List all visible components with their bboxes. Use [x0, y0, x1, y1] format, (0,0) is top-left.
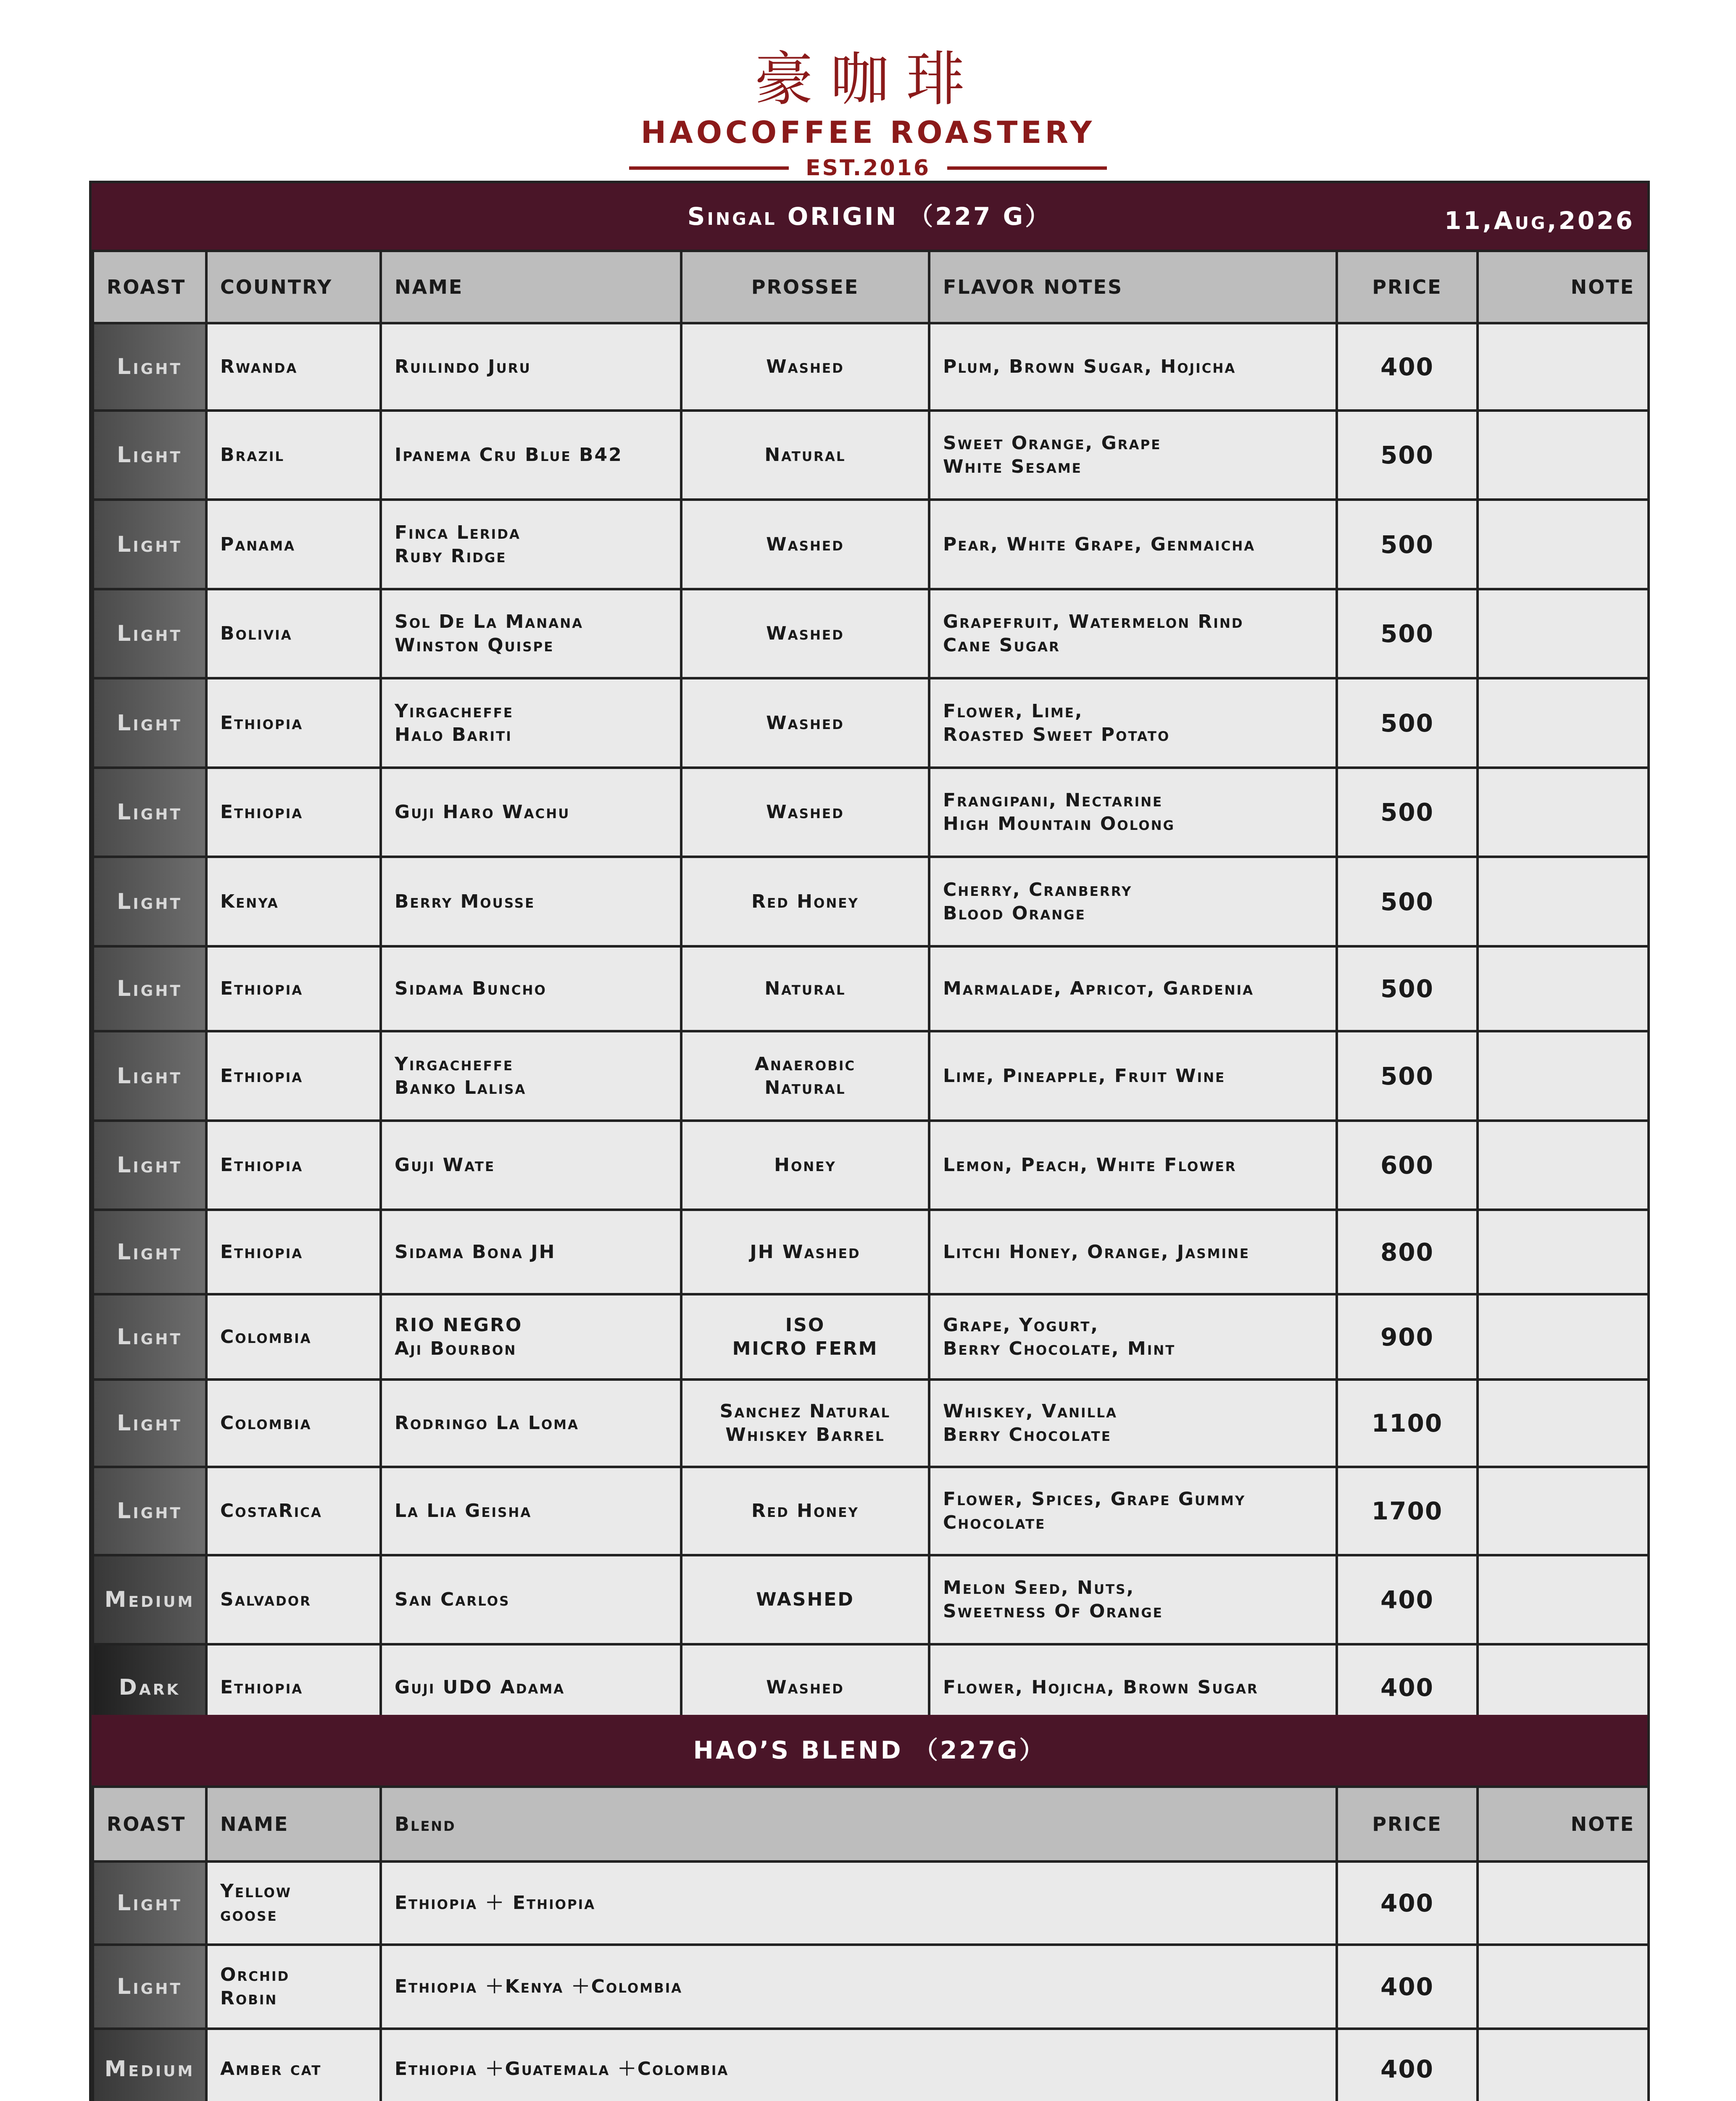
- flavor-notes-line: White Sesame: [943, 456, 1082, 477]
- process-line: Washed: [766, 533, 844, 555]
- table-header-row: [93, 251, 1649, 323]
- flavor-notes-line: Berry Chocolate, Mint: [943, 1337, 1176, 1359]
- coffee-name: [381, 1555, 681, 1644]
- process-line: ISO: [785, 1314, 825, 1336]
- flavor-notes: [929, 1380, 1337, 1467]
- brand-chinese-name: 豪咖琲: [754, 45, 982, 114]
- blend-name: [206, 1861, 381, 1945]
- brand-name: HAOCOFFEE ROASTERY: [640, 115, 1096, 150]
- note: [1478, 1861, 1649, 1945]
- price: 400: [1337, 1644, 1478, 1730]
- blend-title: HAO’S BLEND （227G）: [693, 1736, 1046, 1764]
- coffee-name-line: Berry Mousse: [395, 890, 535, 912]
- table-row: [93, 1861, 1649, 1945]
- roast-level: Light: [93, 1945, 206, 2029]
- roast-level: Light: [93, 1031, 206, 1121]
- price: 500: [1337, 589, 1478, 678]
- coffee-name: [381, 323, 681, 411]
- roast-level: Light: [93, 1210, 206, 1294]
- price: 500: [1337, 857, 1478, 946]
- process-line: Natural: [764, 978, 846, 999]
- blend-name-line: Amber cat: [220, 2058, 322, 2080]
- blend-components: Ethiopia ＋ Ethiopia: [381, 1861, 1337, 1945]
- roast-level: Light: [93, 589, 206, 678]
- flavor-notes-line: Cherry, Cranberry: [943, 879, 1133, 900]
- note: [1478, 500, 1649, 589]
- table-row: [93, 1380, 1649, 1467]
- divider: [947, 166, 1107, 170]
- coffee-name: [381, 500, 681, 589]
- note: [1478, 1031, 1649, 1121]
- flavor-notes-line: Flower, Hojicha, Brown Sugar: [943, 1676, 1259, 1698]
- coffee-name-line: Sidama Bona JH: [395, 1241, 556, 1263]
- table-row: [93, 323, 1649, 411]
- roast-level: Medium: [93, 2029, 206, 2101]
- price: 400: [1337, 323, 1478, 411]
- process: [681, 1210, 929, 1294]
- coffee-name: [381, 946, 681, 1031]
- table-row: [93, 411, 1649, 500]
- flavor-notes: [929, 323, 1337, 411]
- flavor-notes-line: Sweet Orange, Grape: [943, 432, 1162, 454]
- flavor-notes-line: High Mountain Oolong: [943, 813, 1175, 835]
- flavor-notes: [929, 411, 1337, 500]
- coffee-name: [381, 1467, 681, 1555]
- col-price: PRICE: [1337, 251, 1478, 323]
- coffee-name-line: Ruilindo Juru: [395, 356, 531, 377]
- process-line: MICRO FERM: [732, 1337, 878, 1359]
- process: [681, 1294, 929, 1380]
- coffee-name-line: Rodringo La Loma: [395, 1412, 580, 1434]
- flavor-notes: [929, 678, 1337, 768]
- coffee-name-line: Guji UDO Adama: [395, 1676, 565, 1698]
- single-origin-table: [92, 250, 1650, 1818]
- table-row: [93, 500, 1649, 589]
- flavor-notes-line: Sweetness Of Orange: [943, 1601, 1163, 1622]
- flavor-notes: [929, 589, 1337, 678]
- flavor-notes: [929, 500, 1337, 589]
- col-country: COUNTRY: [206, 251, 381, 323]
- coffee-name-line: Ipanema Cru Blue B42: [395, 444, 623, 466]
- menu-frame: [89, 181, 1650, 2101]
- country: CostaRica: [206, 1467, 381, 1555]
- col-price: PRICE: [1337, 1787, 1478, 1861]
- price: 400: [1337, 1555, 1478, 1644]
- country: Ethiopia: [206, 1121, 381, 1210]
- flavor-notes: [929, 1121, 1337, 1210]
- brand-header: [0, 46, 1736, 181]
- process-line: Washed: [766, 712, 844, 734]
- flavor-notes: [929, 1031, 1337, 1121]
- coffee-name-line: Yirgacheffe: [395, 1053, 514, 1075]
- coffee-name: [381, 1031, 681, 1121]
- roast-level: Light: [93, 678, 206, 768]
- coffee-name: [381, 1121, 681, 1210]
- process-line: Natural: [764, 1077, 846, 1098]
- roast-level: Light: [93, 411, 206, 500]
- process-line: Washed: [766, 356, 844, 377]
- col-flavor: FLAVOR NOTES: [929, 251, 1337, 323]
- note: [1478, 2029, 1649, 2101]
- col-process: PROSSEE: [681, 251, 929, 323]
- coffee-name-line: RIO NEGRO: [395, 1314, 523, 1336]
- col-note: NOTE: [1478, 251, 1649, 323]
- country: Rwanda: [206, 323, 381, 411]
- flavor-notes-line: Flower, Spices, Grape Gummy: [943, 1488, 1246, 1510]
- note: [1478, 946, 1649, 1031]
- process-line: Washed: [766, 801, 844, 823]
- flavor-notes-line: Lime, Pineapple, Fruit Wine: [943, 1065, 1226, 1087]
- table-row: [93, 1945, 1649, 2029]
- flavor-notes-line: Plum, Brown Sugar, Hojicha: [943, 356, 1236, 377]
- roast-level: Light: [93, 946, 206, 1031]
- process-line: Washed: [766, 623, 844, 644]
- coffee-name-line: Guji Haro Wachu: [395, 801, 570, 823]
- process-line: Red Honey: [751, 890, 859, 912]
- process-line: Red Honey: [751, 1500, 859, 1522]
- flavor-notes: [929, 1467, 1337, 1555]
- divider: [629, 166, 789, 170]
- est-row: [0, 155, 1736, 181]
- note: [1478, 1945, 1649, 2029]
- process: [681, 1121, 929, 1210]
- note: [1478, 1380, 1649, 1467]
- country: Colombia: [206, 1294, 381, 1380]
- note: [1478, 1210, 1649, 1294]
- roast-level: Light: [93, 1467, 206, 1555]
- blend-name-line: Orchid: [220, 1964, 290, 1985]
- process-line: Honey: [774, 1154, 836, 1176]
- roast-level: Light: [93, 768, 206, 857]
- price: 500: [1337, 768, 1478, 857]
- process: [681, 500, 929, 589]
- coffee-name: [381, 1294, 681, 1380]
- process: [681, 1380, 929, 1467]
- coffee-name-line: Guji Wate: [395, 1154, 495, 1176]
- coffee-name-line: Yirgacheffe: [395, 700, 514, 722]
- blend-banner: [92, 1715, 1647, 1785]
- coffee-name: [381, 411, 681, 500]
- process-line: WASHED: [756, 1589, 854, 1610]
- blend-name-line: goose: [220, 1904, 278, 1925]
- flavor-notes: [929, 1294, 1337, 1380]
- country: Ethiopia: [206, 946, 381, 1031]
- coffee-name: [381, 678, 681, 768]
- note: [1478, 678, 1649, 768]
- roast-level: Light: [93, 323, 206, 411]
- process: [681, 1555, 929, 1644]
- flavor-notes-line: Blood Orange: [943, 902, 1086, 924]
- note: [1478, 857, 1649, 946]
- table-row: [93, 589, 1649, 678]
- blend-components: Ethiopia ＋Guatemala ＋Colombia: [381, 2029, 1337, 2101]
- note: [1478, 411, 1649, 500]
- country: Kenya: [206, 857, 381, 946]
- flavor-notes: [929, 946, 1337, 1031]
- country: Brazil: [206, 411, 381, 500]
- price: 500: [1337, 500, 1478, 589]
- note: [1478, 1555, 1649, 1644]
- table-row: [93, 678, 1649, 768]
- table-row: [93, 1210, 1649, 1294]
- table-row: [93, 1294, 1649, 1380]
- process: [681, 589, 929, 678]
- flavor-notes-line: Berry Chocolate: [943, 1424, 1112, 1445]
- roast-level: Medium: [93, 1555, 206, 1644]
- col-note: NOTE: [1478, 1787, 1649, 1861]
- roast-level: Light: [93, 1121, 206, 1210]
- country: Ethiopia: [206, 1031, 381, 1121]
- note: [1478, 589, 1649, 678]
- process: [681, 1467, 929, 1555]
- blend-name: [206, 2029, 381, 2101]
- price: 400: [1337, 1861, 1478, 1945]
- flavor-notes-line: Cane Sugar: [943, 635, 1060, 656]
- col-name: NAME: [381, 251, 681, 323]
- coffee-name: [381, 1380, 681, 1467]
- table-row: [93, 946, 1649, 1031]
- flavor-notes-line: Flower, Lime,: [943, 700, 1083, 722]
- flavor-notes-line: Marmalade, Apricot, Gardenia: [943, 978, 1254, 999]
- roast-level: Light: [93, 500, 206, 589]
- price: 1700: [1337, 1467, 1478, 1555]
- flavor-notes: [929, 1210, 1337, 1294]
- col-roast: ROAST: [93, 1787, 206, 1861]
- coffee-name-line: San Carlos: [395, 1589, 510, 1610]
- price: 500: [1337, 1031, 1478, 1121]
- table-row: [93, 2029, 1649, 2101]
- blend-name-line: Robin: [220, 1988, 278, 2009]
- table-row: [93, 857, 1649, 946]
- country: Ethiopia: [206, 768, 381, 857]
- process: [681, 1031, 929, 1121]
- table-header-row: [93, 1787, 1649, 1861]
- table-row: [93, 1031, 1649, 1121]
- roast-level: Light: [93, 1380, 206, 1467]
- flavor-notes-line: Grapefruit, Watermelon Rind: [943, 611, 1244, 632]
- coffee-name-line: Sidama Buncho: [395, 978, 547, 999]
- blend-name-line: Yellow: [220, 1880, 292, 1902]
- col-blend: Blend: [381, 1787, 1337, 1861]
- coffee-name-line: Banko Lalisa: [395, 1077, 527, 1098]
- country: Ethiopia: [206, 1210, 381, 1294]
- roast-level: Light: [93, 1294, 206, 1380]
- coffee-name-line: La Lia Geisha: [395, 1500, 532, 1522]
- note: [1478, 1294, 1649, 1380]
- note: [1478, 1121, 1649, 1210]
- flavor-notes-line: Chocolate: [943, 1512, 1046, 1533]
- coffee-name: [381, 589, 681, 678]
- table-row: [93, 1467, 1649, 1555]
- country: Panama: [206, 500, 381, 589]
- country: Bolivia: [206, 589, 381, 678]
- flavor-notes-line: Litchi Honey, Orange, Jasmine: [943, 1241, 1250, 1263]
- process-line: Washed: [766, 1676, 844, 1698]
- blend-table: [92, 1785, 1650, 2101]
- process-line: Natural: [764, 444, 846, 466]
- price: 600: [1337, 1121, 1478, 1210]
- single-origin-title: Singal ORIGIN （227 G）: [687, 202, 1052, 231]
- flavor-notes-line: Grape, Yogurt,: [943, 1314, 1099, 1336]
- process-line: Anaerobic: [754, 1053, 856, 1075]
- price: 900: [1337, 1294, 1478, 1380]
- roast-level: Dark: [93, 1644, 206, 1730]
- process-line: JH Washed: [750, 1241, 861, 1263]
- table-row: [93, 1121, 1649, 1210]
- process: [681, 857, 929, 946]
- country: Colombia: [206, 1380, 381, 1467]
- flavor-notes-line: Melon Seed, Nuts,: [943, 1577, 1135, 1598]
- col-name: NAME: [206, 1787, 381, 1861]
- blend-name: [206, 1945, 381, 2029]
- coffee-name-line: Winston Quispe: [395, 635, 554, 656]
- process: [681, 678, 929, 768]
- coffee-name-line: Sol De La Manana: [395, 611, 584, 632]
- coffee-name-line: Ruby Ridge: [395, 545, 507, 567]
- coffee-name: [381, 768, 681, 857]
- process-line: Sanchez Natural: [719, 1401, 891, 1422]
- table-row: [93, 768, 1649, 857]
- flavor-notes: [929, 1555, 1337, 1644]
- flavor-notes-line: Roasted Sweet Potato: [943, 724, 1170, 745]
- flavor-notes-line: Pear, White Grape, Genmaicha: [943, 533, 1256, 555]
- table-row: [93, 1555, 1649, 1644]
- flavor-notes-line: Frangipani, Nectarine: [943, 790, 1163, 811]
- price: 500: [1337, 411, 1478, 500]
- price: 1100: [1337, 1380, 1478, 1467]
- menu-date: 11,Aug,2026: [1444, 206, 1635, 235]
- coffee-name-line: Halo Bariti: [395, 724, 512, 745]
- blend-components: Ethiopia ＋Kenya ＋Colombia: [381, 1945, 1337, 2029]
- process: [681, 768, 929, 857]
- process: [681, 323, 929, 411]
- price: 500: [1337, 678, 1478, 768]
- roast-level: Light: [93, 1861, 206, 1945]
- price: 400: [1337, 2029, 1478, 2101]
- price: 400: [1337, 1945, 1478, 2029]
- single-origin-banner: [92, 183, 1647, 250]
- roast-level: Light: [93, 857, 206, 946]
- flavor-notes-line: Lemon, Peach, White Flower: [943, 1154, 1237, 1176]
- process: [681, 411, 929, 500]
- process-line: Whiskey Barrel: [725, 1424, 885, 1445]
- coffee-name: [381, 1210, 681, 1294]
- flavor-notes: [929, 768, 1337, 857]
- est-year: EST.2016: [805, 155, 931, 181]
- note: [1478, 323, 1649, 411]
- country: Ethiopia: [206, 1644, 381, 1730]
- coffee-name-line: Finca Lerida: [395, 521, 521, 543]
- country: Salvador: [206, 1555, 381, 1644]
- flavor-notes: [929, 857, 1337, 946]
- price: 800: [1337, 1210, 1478, 1294]
- note: [1478, 768, 1649, 857]
- price: 500: [1337, 946, 1478, 1031]
- coffee-name-line: Aji Bourbon: [395, 1337, 517, 1359]
- col-roast: ROAST: [93, 251, 206, 323]
- note: [1478, 1467, 1649, 1555]
- flavor-notes-line: Whiskey, Vanilla: [943, 1401, 1118, 1422]
- coffee-name: [381, 857, 681, 946]
- country: Ethiopia: [206, 678, 381, 768]
- process: [681, 946, 929, 1031]
